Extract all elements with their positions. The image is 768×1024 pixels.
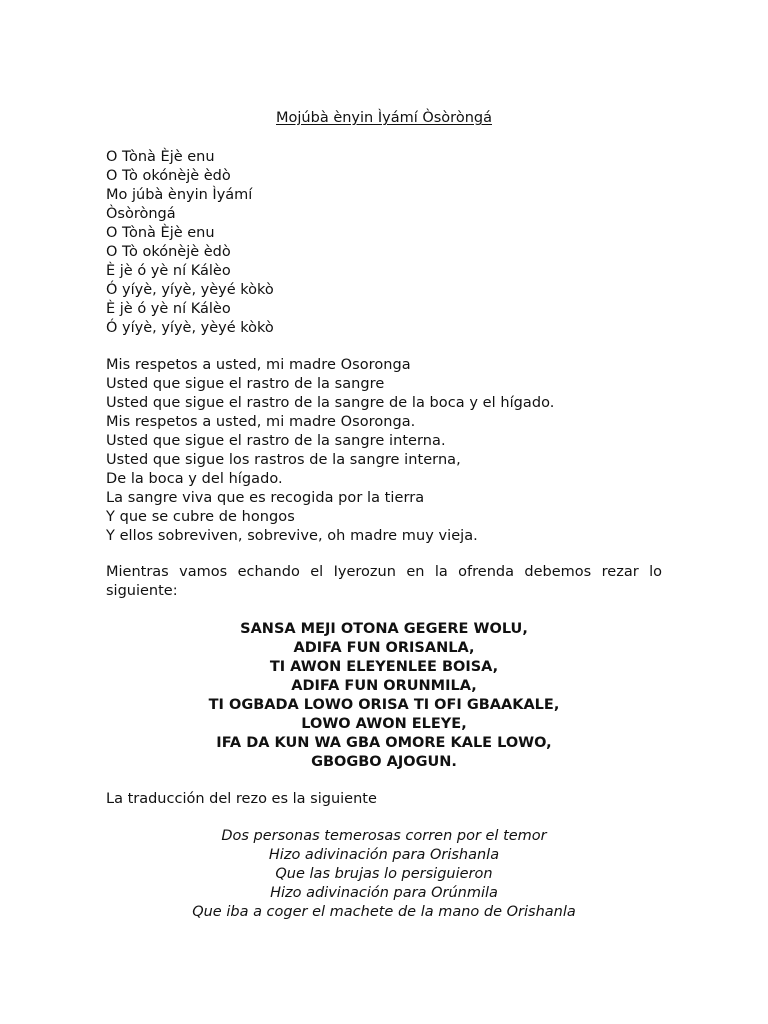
prayer-line: IFA DA KUN WA GBA OMORE KALE LOWO,	[216, 735, 552, 751]
yoruba-line: O Tò okónèjè èdò	[106, 168, 231, 184]
yoruba-line: Ó yíyè, yíyè, yèyé kòkò	[106, 282, 274, 298]
prayer-line: SANSA MEJI OTONA GEGERE WOLU,	[240, 621, 528, 637]
prayer-translation-block	[0, 827, 768, 922]
translation-line: Que las brujas lo persiguieron	[275, 866, 493, 882]
prayer-line: LOWO AWON ELEYE,	[301, 716, 467, 732]
translation-line: Que iba a coger el machete de la mano de Orishanla	[192, 904, 576, 920]
yoruba-line: O Tònà Èjè enu	[106, 225, 215, 241]
yoruba-line: È jè ó yè ní Kálèo	[106, 263, 231, 279]
translation-heading: La traducción del rezo es la siguiente	[106, 791, 377, 807]
yoruba-line: Òsòròngá	[106, 206, 176, 222]
spanish-line: Usted que sigue el rastro de la sangre de la boca y el hígado.	[106, 395, 555, 411]
yoruba-line: Mo júbà ènyin Ìyámí	[106, 187, 253, 203]
spanish-line: La sangre viva que es recogida por la tierra	[106, 490, 425, 506]
spanish-translation-verse	[106, 356, 662, 546]
prayer-line: ADIFA FUN ORUNMILA,	[291, 678, 477, 694]
spanish-line: Y ellos sobreviven, sobrevive, oh madre muy vieja.	[106, 528, 478, 544]
prayer-line: GBOGBO AJOGUN.	[311, 754, 457, 770]
spanish-line: Y que se cubre de hongos	[106, 509, 295, 525]
spanish-line: Usted que sigue el rastro de la sangre	[106, 376, 385, 392]
yoruba-line: È jè ó yè ní Kálèo	[106, 301, 231, 317]
prayer-block	[0, 620, 768, 772]
prayer-line: TI AWON ELEYENLEE BOISA,	[269, 659, 499, 675]
prayer-line: ADIFA FUN ORISANLA,	[293, 640, 475, 656]
spanish-line: Usted que sigue los rastros de la sangre interna,	[106, 452, 461, 468]
spanish-line: Mis respetos a usted, mi madre Osoronga.	[106, 414, 416, 430]
translation-line: Hizo adivinación para Orishanla	[268, 847, 500, 863]
yoruba-line: Ó yíyè, yíyè, yèyé kòkò	[106, 320, 274, 336]
translation-line: Dos personas temerosas corren por el temor	[221, 828, 547, 844]
yoruba-verse	[106, 148, 662, 338]
spanish-line: Mis respetos a usted, mi madre Osoronga	[106, 357, 411, 373]
spanish-line: De la boca y del hígado.	[106, 471, 283, 487]
prayer-line: TI OGBADA LOWO ORISA TI OFI GBAAKALE,	[208, 697, 560, 713]
translation-line: Hizo adivinación para Orúnmila	[270, 885, 498, 901]
yoruba-line: O Tònà Èjè enu	[106, 149, 215, 165]
document-title: Mojúbà ènyin Ìyámí Òsòròngá	[276, 110, 492, 126]
instruction-paragraph: Mientras vamos echando el Iyerozun en la ofrenda debemos rezar lo siguiente:	[106, 564, 662, 599]
yoruba-line: O Tò okónèjè èdò	[106, 244, 231, 260]
spanish-line: Usted que sigue el rastro de la sangre interna.	[106, 433, 446, 449]
